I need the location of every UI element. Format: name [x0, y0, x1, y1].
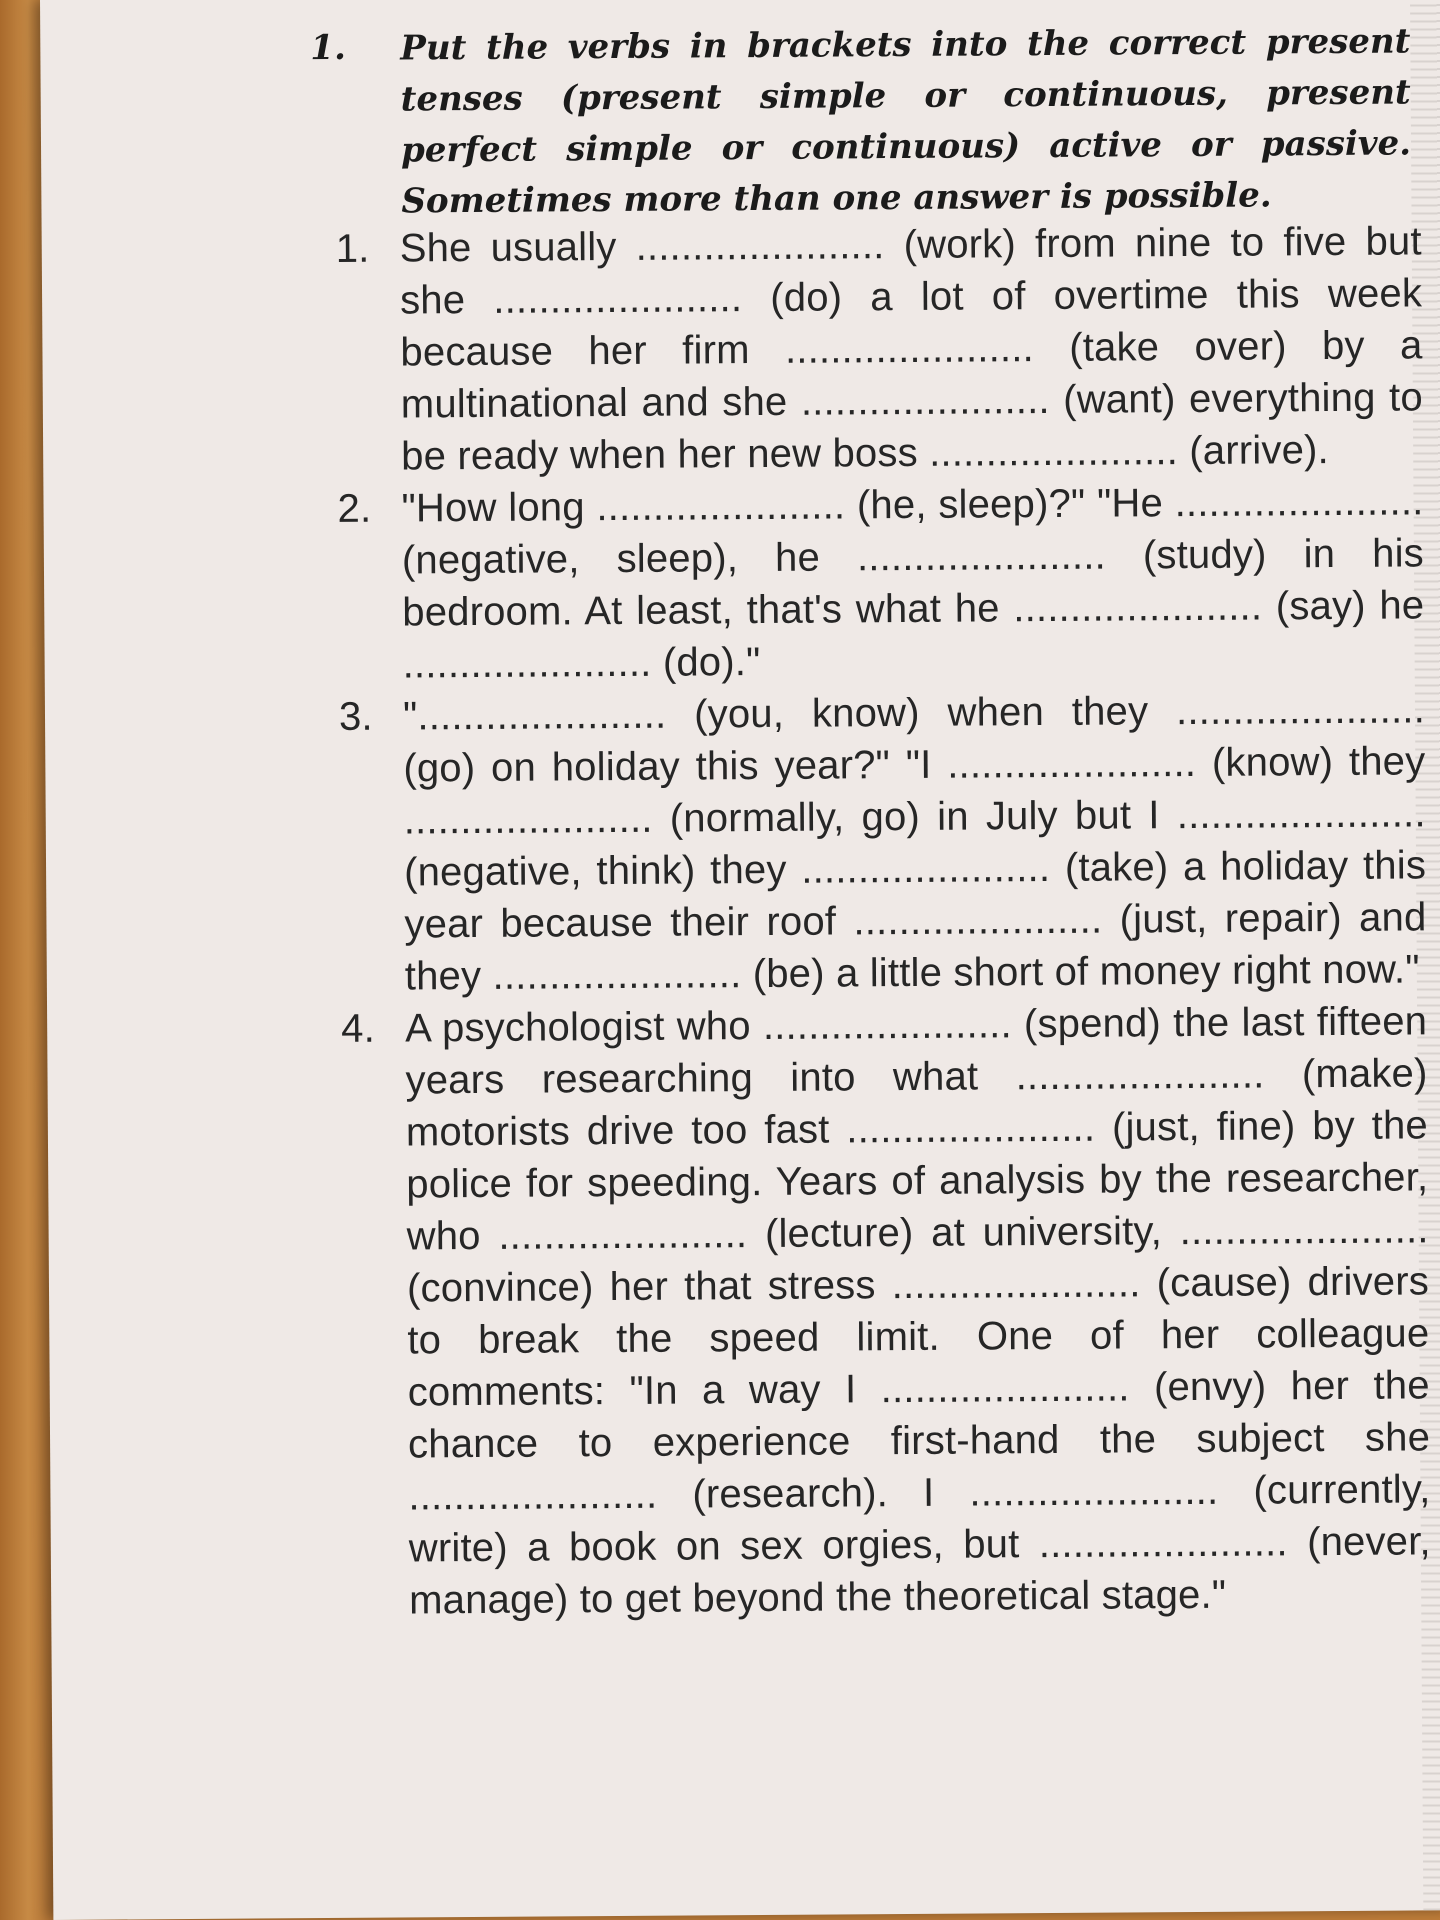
worksheet-page	[40, 0, 1440, 1920]
exercise-item-3	[315, 683, 1427, 1003]
item-text: A psychologist who ...................... (spend) the last fifteen years researching into what ...................... (make) motorists drive too fast ...................... (just, fine) by the police for speeding. Years of analysis by the researcher, who ...................... (lecture) at university, ...................... (convince) her that stress ...................... (cause) drivers to break the speed limit. One of her colleague comments: "In a way I ...................... (envy) her the chance to experience first-hand the subject she ...................... (research). I ...................... (currently, write) a book on sex orgies, but ...................... (never, manage) to get beyond the theoretical stage."	[405, 999, 1431, 1623]
item-text: She usually ...................... (work) from nine to five but she ...................... (do) a lot of overtime this week because her firm ...................... (take over) by a multinational and she ...................... (want) everything to be ready when her new boss ...................... (arrive).	[399, 219, 1423, 479]
exercise-item-2	[313, 475, 1424, 691]
item-number: 1.	[335, 226, 370, 271]
exercise-instruction: Put the verbs in brackets into the correct present tenses (present simple or continuous, present perfect simple or continuous) active or passive. Sometimes more than one answer is possible.	[400, 21, 1412, 222]
item-number: 3.	[338, 694, 373, 739]
item-text: "...................... (you, know) when they ...................... (go) on holiday this year?" "I ...................... (know) they ...................... (normally, go) in July but I ...................... (negative, think) they ...................... (take) a holiday this year because their roof ...................... (just, repair) and they ...................... (be) a little short of money right now."	[402, 687, 1427, 999]
exercise-number: 1.	[310, 27, 346, 69]
exercise-item-1	[312, 215, 1424, 483]
item-number: 2.	[337, 486, 372, 531]
exercise-section	[310, 10, 1431, 1623]
exercise-item-4	[317, 995, 1431, 1627]
exercise-items	[312, 215, 1432, 1627]
item-text: "How long ...................... (he, sleep)?" "He ...................... (negative, sleep), he ...................... (study) in his bedroom. At least, that's what he ...................... (say) he ...................... (do)."	[401, 479, 1425, 687]
item-number: 4.	[341, 1006, 376, 1051]
